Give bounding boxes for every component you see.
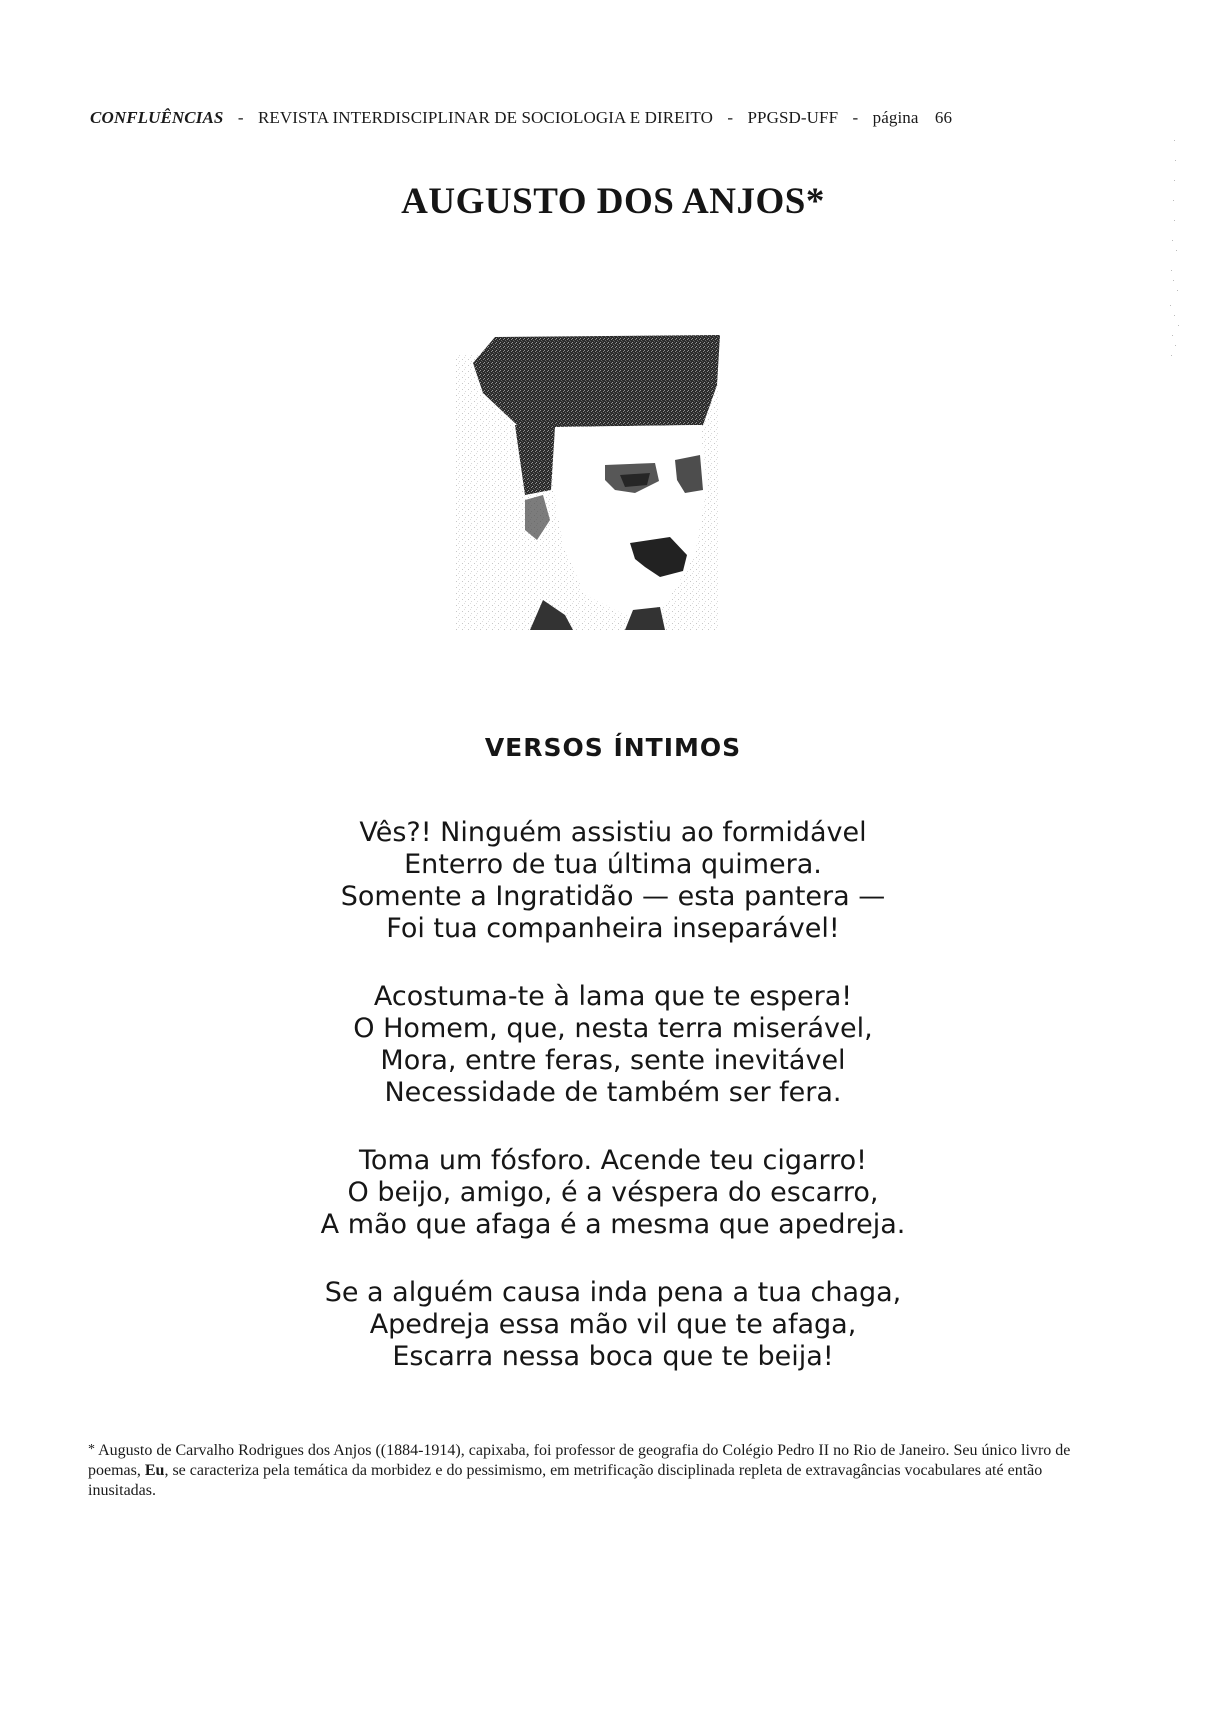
verse-line: Foi tua companheira inseparável!	[386, 913, 840, 944]
footnote-text: , se caracteriza pela temática da morbidez e do pessimismo, em metrificação disciplinada repleta de extravagâncias vocabulares até então inusitadas.	[88, 1462, 1043, 1499]
header-separator: -	[727, 108, 734, 127]
verse-line: Vês?! Ninguém assistiu ao formidável	[359, 817, 867, 848]
footnote-marker: *	[88, 1442, 95, 1457]
verse-line: Se a alguém causa inda pena a tua chaga,	[324, 1277, 902, 1308]
page-number: 66	[934, 108, 953, 127]
verse-line: Apedreja essa mão vil que te afaga,	[369, 1309, 857, 1340]
header-separator: -	[852, 108, 859, 127]
author-portrait	[455, 315, 720, 630]
verse-line: Acostuma-te à lama que te espera!	[373, 981, 853, 1012]
stanza	[0, 1145, 1226, 1241]
verse-line: A mão que afaga é a mesma que apedreja.	[320, 1209, 906, 1240]
verse-line: Escarra nessa boca que te beija!	[392, 1341, 834, 1372]
journal-name: CONFLUÊNCIAS	[90, 108, 224, 127]
poem-title: VERSOS ÍNTIMOS	[484, 733, 742, 762]
scan-artifact	[1160, 130, 1190, 370]
verse-line: Toma um fósforo. Acende teu cigarro!	[359, 1145, 867, 1176]
verse-line: Enterro de tua última quimera.	[404, 849, 822, 880]
program-name: PPGSD-UFF	[747, 108, 839, 127]
verse-line: O beijo, amigo, é a véspera do escarro,	[347, 1177, 879, 1208]
verse-line: Mora, entre feras, sente inevitável	[380, 1045, 846, 1076]
running-header	[90, 108, 1100, 128]
poem-body	[0, 817, 1226, 1409]
stanza	[0, 817, 1226, 945]
page-title: AUGUSTO DOS ANJOS*	[401, 181, 825, 222]
page-label: página	[872, 108, 919, 127]
header-separator: -	[237, 108, 244, 127]
footnote	[88, 1440, 1098, 1501]
stanza	[0, 1277, 1226, 1373]
stanza	[0, 981, 1226, 1109]
footnote-text: Augusto de Carvalho Rodrigues dos Anjos ((1884-1914), capixaba, foi professor de geografia do Colégio Pedro II no Rio de Janeiro. Seu único livro de poemas,	[88, 1442, 1071, 1479]
verse-line: O Homem, que, nesta terra miserável,	[353, 1013, 873, 1044]
journal-subtitle: REVISTA INTERDISCIPLINAR DE SOCIOLOGIA E DIREITO	[257, 108, 713, 127]
book-title: Eu	[144, 1462, 165, 1479]
verse-line: Necessidade de também ser fera.	[384, 1077, 842, 1108]
verse-line: Somente a Ingratidão — esta pantera —	[340, 881, 886, 912]
